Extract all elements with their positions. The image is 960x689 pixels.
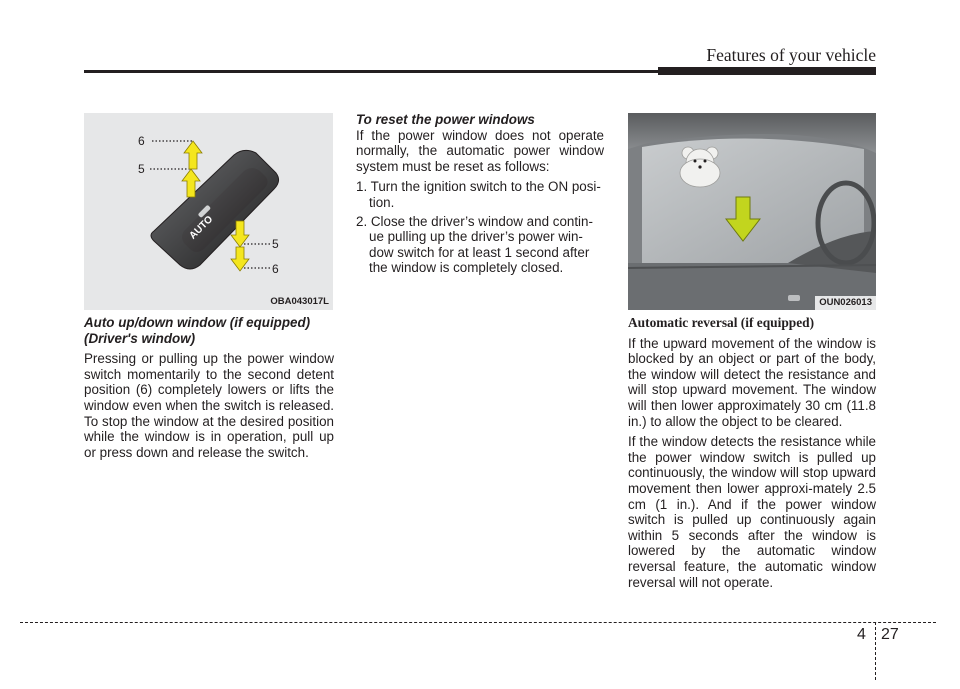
label-down-6: 6 xyxy=(272,262,279,276)
page-number: 27 xyxy=(881,626,899,643)
teddy-bear-object xyxy=(680,147,720,187)
reset-intro-paragraph: If the power window does not operate normally, the automatic power window system must be reset as follows: xyxy=(356,127,604,174)
window-reversal-photo xyxy=(628,113,876,310)
header-rule-accent xyxy=(658,67,876,75)
figure-code-left: OBA043017L xyxy=(270,296,329,307)
section-heading-reset-windows: To reset the power windows xyxy=(356,112,535,127)
header-rule xyxy=(84,70,660,73)
page-header-title: Features of your vehicle xyxy=(706,45,876,65)
reset-step-1: 1. Turn the ignition switch to the ON posi-tion. xyxy=(356,179,601,210)
section-heading-automatic-reversal: Automatic reversal (if equipped) xyxy=(628,315,815,330)
window-switch-drawing xyxy=(84,113,333,310)
reversal-paragraph-1: If the upward movement of the window is blocked by an object or part of the body, the window will detect the resistance and will stop upward movement. The window will then lower approximately 30 cm (11.8 in.) to allow the object to be cleared. xyxy=(628,335,876,429)
section-heading-drivers-window: (Driver's window) xyxy=(84,330,196,346)
reset-step-2: 2. Close the driver’s window and contin-ue pulling up the driver’s power win-dow switch for at least 1 second after the window is completely closed. xyxy=(356,213,593,276)
up-arrow-6-icon xyxy=(184,141,202,169)
column-left xyxy=(84,315,334,465)
car-interior-drawing xyxy=(628,113,876,310)
label-up-5: 5 xyxy=(138,162,145,176)
reversal-paragraph-2: If the window detects the resistance while the power window switch is pulled up continuously, the window will stop upward movement then lower approxi-mately 2.5 cm (1 in.). And if the power window switch is pulled up continuously again within 5 seconds after the window is lowered by the automatic window reversal feature, the automatic window reversal will not operate. xyxy=(628,434,876,590)
down-arrow-6-icon xyxy=(231,247,249,271)
footer-divider xyxy=(875,622,876,680)
window-switch-illustration xyxy=(84,113,333,310)
figure-code-right: OUN026013 xyxy=(815,296,876,310)
label-down-5: 5 xyxy=(272,237,279,251)
label-up-6: 6 xyxy=(138,134,145,148)
section-heading-auto-updown: Auto up/down window (if equipped) xyxy=(84,315,311,330)
footer-rule xyxy=(20,622,936,623)
chapter-number: 4 xyxy=(857,626,866,643)
auto-button-label: AUTO xyxy=(187,213,216,242)
auto-updown-paragraph: Pressing or pulling up the power window switch momentarily to the second detent position (6) completely lowers or lifts the window even when the switch is released. To stop the window at the desired position while the window is in operation, pull up or press down and release the switch. xyxy=(84,351,334,460)
column-middle xyxy=(356,112,604,279)
reset-steps-list xyxy=(356,179,604,276)
column-right xyxy=(628,315,876,595)
